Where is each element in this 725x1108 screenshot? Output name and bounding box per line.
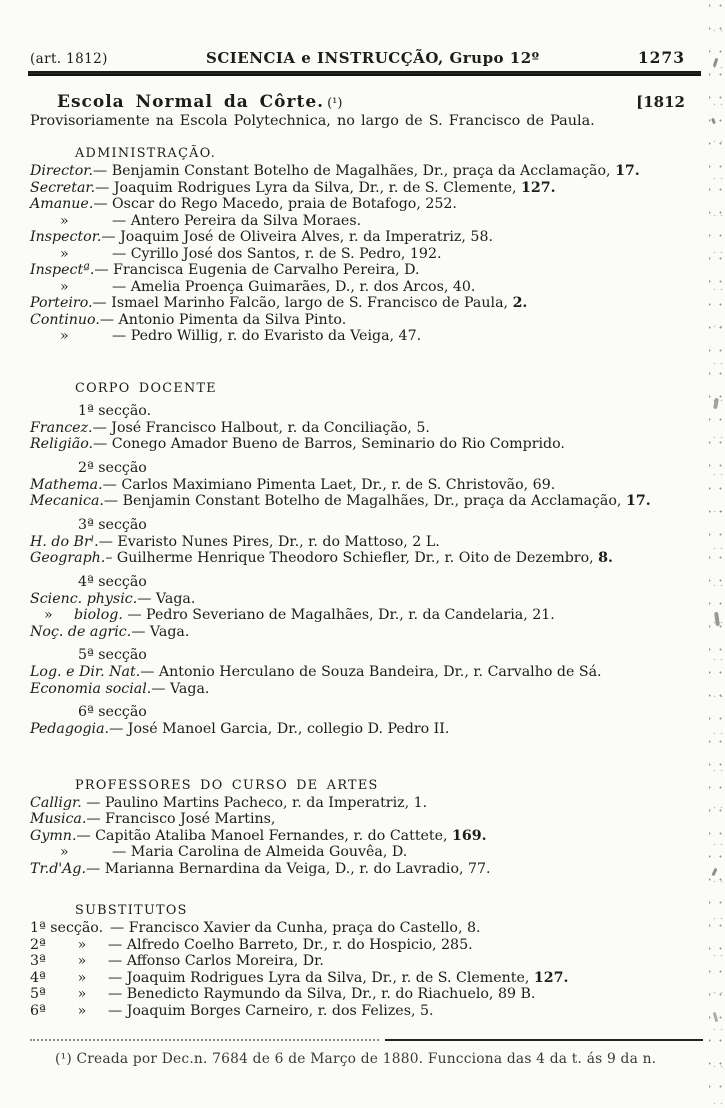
section-heading: ADMINISTRAÇÃO.: [75, 146, 217, 161]
directory-entry: [30, 861, 703, 878]
section-professores-artes: [30, 778, 703, 878]
ditto-mark: »: [60, 844, 69, 860]
ditto-mark: »: [60, 212, 69, 229]
seccao-ordinal: 4ª: [30, 969, 46, 986]
entry-role: Geograph.: [30, 550, 106, 566]
directory-entry: [30, 180, 703, 197]
entry-role: Francez.: [30, 419, 93, 436]
article-number-ref: [1812: [636, 93, 685, 111]
directory-entry: [30, 163, 703, 180]
entry-text: — Francisco Xavier da Cunha, praça do Castello, 8.: [110, 920, 481, 936]
entry-text: — Vaga.: [131, 623, 190, 640]
entry-role: Pedagogia.: [30, 721, 110, 737]
directory-entry: [30, 920, 703, 937]
entry-number: 127.: [533, 969, 569, 986]
entry-role: Economia social.: [30, 680, 152, 697]
entry-number: 17.: [615, 163, 640, 179]
entry-role: Secretar.: [30, 179, 96, 196]
seccao-ordinal: 6ª: [30, 1002, 46, 1019]
directory-entry: [30, 493, 703, 510]
directory-entry: [30, 246, 703, 263]
entry-text: — Joaquim Rodrigues Lyra da Silva, Dr., r. de S. Clemente,: [95, 179, 522, 196]
ditto-mark: »: [60, 278, 69, 295]
entry-role: biolog.: [74, 607, 123, 623]
seccao-label: 2ª secção: [78, 459, 147, 476]
entry-text: — Pedro Willig, r. do Evaristo da Veiga, 47.: [112, 328, 422, 344]
directory-entry: [30, 721, 703, 738]
entry-role: Gymn.: [30, 827, 77, 844]
section-administracao: [30, 146, 703, 345]
entry-text: — Joaquim Rodrigues Lyra da Silva, Dr., r. de S. Clemente,: [108, 969, 534, 986]
directory-entry: [30, 196, 703, 213]
directory-entry: [30, 664, 703, 681]
entry-text: — Francisca Eugenia de Carvalho Pereira, D.: [94, 262, 420, 278]
footnote-marker: (¹): [327, 96, 343, 111]
ditto-mark: »: [77, 936, 87, 953]
entry-text: – Guilherme Henrique Theodoro Schiefler, Dr., r. Oito de Dezembro,: [105, 550, 599, 566]
directory-entry: [30, 279, 703, 296]
entry-role: Continuo.: [30, 311, 100, 328]
directory-entry: [30, 970, 703, 987]
seccao-ordinal: 3ª: [30, 953, 46, 969]
title-row: [30, 92, 685, 112]
directory-entry: [30, 1003, 703, 1020]
directory-entry: [30, 624, 703, 641]
entry-number: 169.: [452, 827, 487, 844]
footnote-rule-left: [30, 1039, 379, 1041]
entry-role: Log. e Dir. Nat.: [30, 664, 141, 680]
directory-entry: [30, 844, 703, 861]
directory-entry: [30, 213, 703, 230]
entry-text: — Antonio Pimenta da Silva Pinto.: [99, 311, 347, 328]
ditto-mark: »: [44, 607, 53, 623]
directory-entry: [30, 550, 703, 567]
entry-number: 2.: [512, 295, 528, 311]
entry-role: Tr.d'Ag.: [30, 860, 87, 877]
running-header: [30, 48, 685, 67]
entry-text: — Cyrillo José dos Santos, r. de S. Pedro, 192.: [112, 245, 442, 262]
entry-role: Musica.: [30, 811, 87, 827]
ditto-mark: »: [77, 986, 87, 1002]
entry-text: — Capitão Ataliba Manoel Fernandes, r. do Cattete,: [76, 827, 453, 844]
entry-role: Religião.: [30, 436, 94, 452]
entry-role: Porteiro.: [30, 295, 93, 311]
section-heading: SUBSTITUTOS: [75, 903, 188, 918]
entry-text: — José Francisco Halbout, r. da Conciliação, 5.: [92, 419, 430, 436]
seccao-label: 5ª secção: [78, 647, 147, 663]
directory-entry: [30, 811, 703, 828]
entry-number: 8.: [598, 550, 613, 566]
directory-entry: [30, 795, 703, 812]
directory-entry: [30, 937, 703, 954]
article-title: [57, 92, 342, 112]
header-rule: [28, 71, 701, 76]
entry-text: — Maria Carolina de Almeida Gouvêa, D.: [112, 844, 408, 860]
entry-role: Noç. de agric.: [30, 623, 132, 640]
scan-speckle-band: [709, 0, 725, 1108]
section-corpo-docente: [30, 381, 703, 738]
section-heading: PROFESSORES DO CURSO DE ARTES: [75, 777, 379, 793]
entry-text: — Conego Amador Bueno de Barros, Seminario do Rio Comprido.: [93, 436, 565, 452]
article-subtitle: Provisoriamente na Escola Polytechnica, no largo de S. Francisco de Paula.: [30, 113, 595, 129]
ditto-mark: »: [77, 969, 87, 986]
footnote-rule-right: [385, 1039, 703, 1041]
entry-role: Amanue.: [30, 196, 94, 212]
directory-entry: [30, 328, 703, 345]
entry-text: — Benjamin Constant Botelho de Magalhães, Dr., praça da Acclamação,: [93, 163, 616, 179]
entry-role: Inspectª.: [30, 262, 95, 278]
seccao-label: 3ª secção: [78, 516, 147, 533]
directory-entry: [30, 229, 703, 246]
page-number: 1273: [637, 48, 685, 67]
entry-role: Mecanica.: [30, 493, 104, 509]
footnote-text: (¹) Creada por Dec.n. 7684 de 6 de Março de 1880. Funcciona das 4 da t. ás 9 da n.: [55, 1051, 657, 1067]
entry-text: — Paulino Martins Pacheco, r. da Imperatriz, 1.: [86, 794, 428, 811]
entry-text: — Alfredo Coelho Barreto, Dr., r. do Hospicio, 285.: [108, 936, 473, 953]
entry-text: — Joaquim Borges Carneiro, r. dos Felizes, 5.: [108, 1002, 434, 1019]
article-reference: (art. 1812): [30, 51, 108, 67]
entry-text: — Vaga.: [137, 590, 196, 607]
directory-entry: [30, 262, 703, 279]
directory-entry: [30, 986, 703, 1003]
entry-text: — Pedro Severiano de Magalhães, Dr., r. da Candelaria, 21.: [127, 607, 555, 623]
seccao-ordinal: 1ª secção.: [30, 920, 104, 936]
entry-text: — Vaga.: [151, 680, 210, 697]
directory-entry: [30, 534, 703, 551]
entry-role: Calligr.: [30, 794, 82, 811]
entry-number: 127.: [521, 179, 556, 196]
article-title-text: Escola Normal da Côrte.: [57, 92, 325, 112]
entry-text: — Francisco José Martins,: [86, 811, 276, 827]
entry-text: — José Manoel Garcia, Dr., collegio D. Pedro II.: [109, 721, 450, 737]
entry-text: — Evaristo Nunes Pires, Dr., r. do Mattoso, 2 L.: [98, 533, 440, 550]
entry-role: Scienc. physic.: [30, 590, 138, 607]
entry-text: — Amelia Proença Guimarães, D., r. dos Arcos, 40.: [112, 278, 476, 295]
directory-entry: [30, 436, 703, 453]
section-heading: CORPO DOCENTE: [75, 380, 217, 396]
entry-text: — Marianna Bernardina da Veiga, D., r. do Lavradio, 77.: [86, 860, 491, 877]
entry-text: — Joaquim José de Oliveira Alves, r. da Imperatriz, 58.: [101, 229, 493, 245]
directory-entry: [30, 828, 703, 845]
ditto-mark: »: [60, 245, 69, 262]
ditto-mark: »: [77, 953, 87, 969]
article-body: [30, 146, 703, 1067]
entry-role: H. do Brˡ.: [30, 533, 99, 550]
directory-entry: [30, 477, 703, 494]
directory-entry: [30, 681, 703, 698]
directory-entry: [30, 591, 703, 608]
entry-role: Mathema.: [30, 476, 103, 493]
entry-text: — Oscar do Rego Macedo, praia de Botafogo, 252.: [93, 196, 457, 212]
seccao-label: 1ª secção.: [78, 402, 152, 419]
directory-entry: [30, 607, 703, 624]
directory-entry: [30, 420, 703, 437]
entry-text: — Antero Pereira da Silva Moraes.: [112, 212, 362, 229]
footnote-rule: [30, 1038, 703, 1041]
directory-entry: [30, 295, 703, 312]
entry-text: — Ismael Marinho Falcão, largo de S. Francisco de Paula,: [92, 295, 513, 311]
ditto-mark: »: [77, 1002, 87, 1019]
entry-role: Inspector.: [30, 229, 102, 245]
entry-text: — Affonso Carlos Moreira, Dr.: [108, 953, 324, 969]
entry-text: — Benedicto Raymundo da Silva, Dr., r. do Riachuelo, 89 B.: [108, 986, 536, 1002]
seccao-ordinal: 5ª: [30, 986, 46, 1002]
entry-number: 17.: [625, 493, 651, 509]
directory-entry: [30, 312, 703, 329]
section-substitutos: [30, 903, 703, 1019]
seccao-ordinal: 2ª: [30, 936, 46, 953]
entry-text: — Benjamin Constant Botelho de Magalhães, Dr., praça da Acclamação,: [103, 493, 626, 509]
seccao-label: 6ª secção: [78, 704, 147, 720]
entry-text: — Carlos Maximiano Pimenta Laet, Dr., r. de S. Christovão, 69.: [102, 476, 556, 493]
directory-entry: [30, 953, 703, 970]
entry-text: — Antonio Herculano de Souza Bandeira, Dr., r. Carvalho de Sá.: [140, 664, 602, 680]
seccao-label: 4ª secção: [78, 573, 147, 590]
page-header-title: SCIENCIA e INSTRUCÇÃO, Grupo 12º: [206, 49, 540, 67]
ditto-mark: »: [60, 328, 69, 344]
entry-role: Director.: [30, 163, 94, 179]
